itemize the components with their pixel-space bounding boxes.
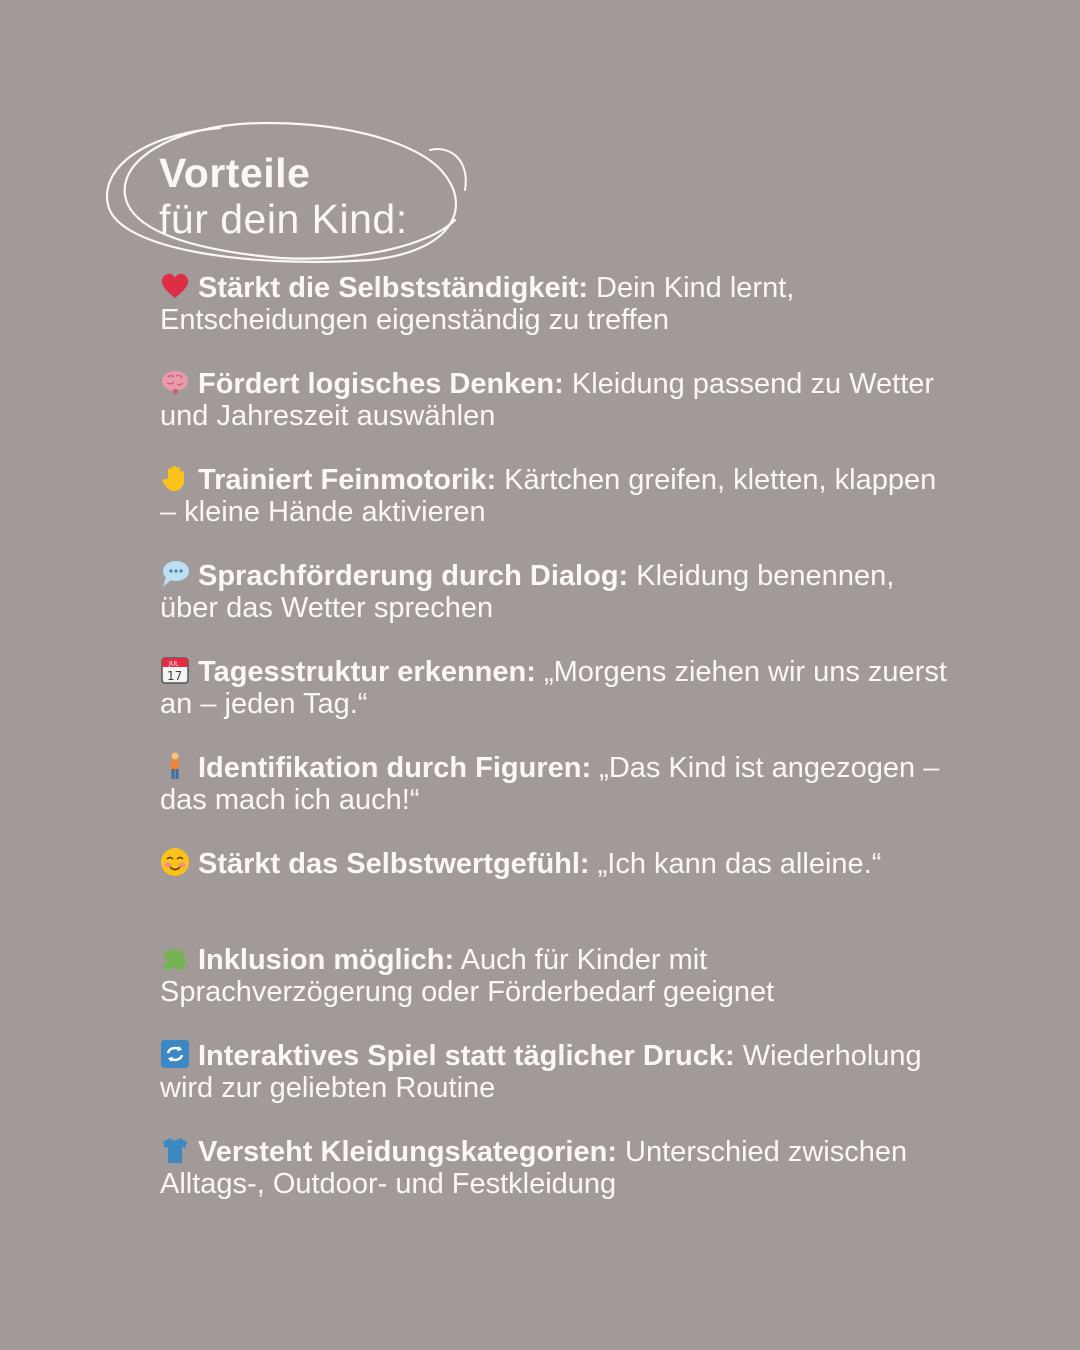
heart-icon [160,271,190,301]
calendar-day: 17 [167,669,183,683]
item-text: „Morgens ziehen wir uns zuerst an – jeden Tag.“ [160,656,947,720]
list-item [160,463,960,559]
item-text: Kärtchen greifen, kletten, klappen – kleine Hände aktivieren [160,464,937,528]
item-text: Kleidung passend zu Wetter und Jahreszeit auswählen [160,368,935,432]
brain-icon [160,367,190,397]
item-title: Tagesstruktur erkennen: [198,656,536,688]
item-title: Fördert logisches Denken: [198,368,564,400]
benefits-list [160,271,960,1231]
heading-block [100,110,480,270]
item-title: Trainiert Feinmotorik: [198,464,497,496]
smiling-face-icon [160,847,190,877]
item-text: Auch für Kinder mit Sprachverzögerung oder Förderbedarf geeignet [160,944,775,1008]
item-title: Sprachförderung durch Dialog: [198,560,629,592]
list-item [160,847,960,943]
speech-bubble-icon [160,559,190,589]
item-text: Kleidung benennen, über das Wetter sprechen [160,560,895,624]
item-title: Interaktives Spiel statt täglicher Druck: [198,1040,735,1072]
repeat-icon [160,1039,190,1069]
item-text: Dein Kind lernt, Entscheidungen eigenständig zu treffen [160,272,795,336]
list-item [160,1135,960,1231]
list-item [160,367,960,463]
list-item [160,271,960,367]
item-text: Unterschied zwischen Alltags-, Outdoor- und Festkleidung [160,1136,908,1200]
item-text: Wiederholung wird zur geliebten Routine [160,1040,922,1104]
list-item [160,559,960,655]
t-shirt-icon [160,1135,190,1165]
list-item [160,1039,960,1135]
person-icon [160,751,190,781]
heading-subtitle: für dein Kind: [159,196,408,242]
heading-title: Vorteile [159,150,311,196]
item-title: Identifikation durch Figuren: [198,752,592,784]
calendar-month: JUL [169,660,179,668]
calendar-icon [160,655,190,685]
item-title: Versteht Kleidungskategorien: [198,1136,617,1168]
item-text: „Ich kann das alleine.“ [589,848,882,880]
list-item [160,751,960,847]
item-text: „Das Kind ist angezogen – das mach ich auch!“ [160,752,940,816]
list-item [160,655,960,751]
item-title: Stärkt das Selbstwertgefühl: [198,848,590,880]
item-title: Stärkt die Selbstständigkeit: [198,272,588,304]
list-item [160,943,960,1039]
item-title: Inklusion möglich: [198,944,455,976]
puzzle-piece-icon [160,943,190,973]
raised-hand-icon [160,463,190,493]
